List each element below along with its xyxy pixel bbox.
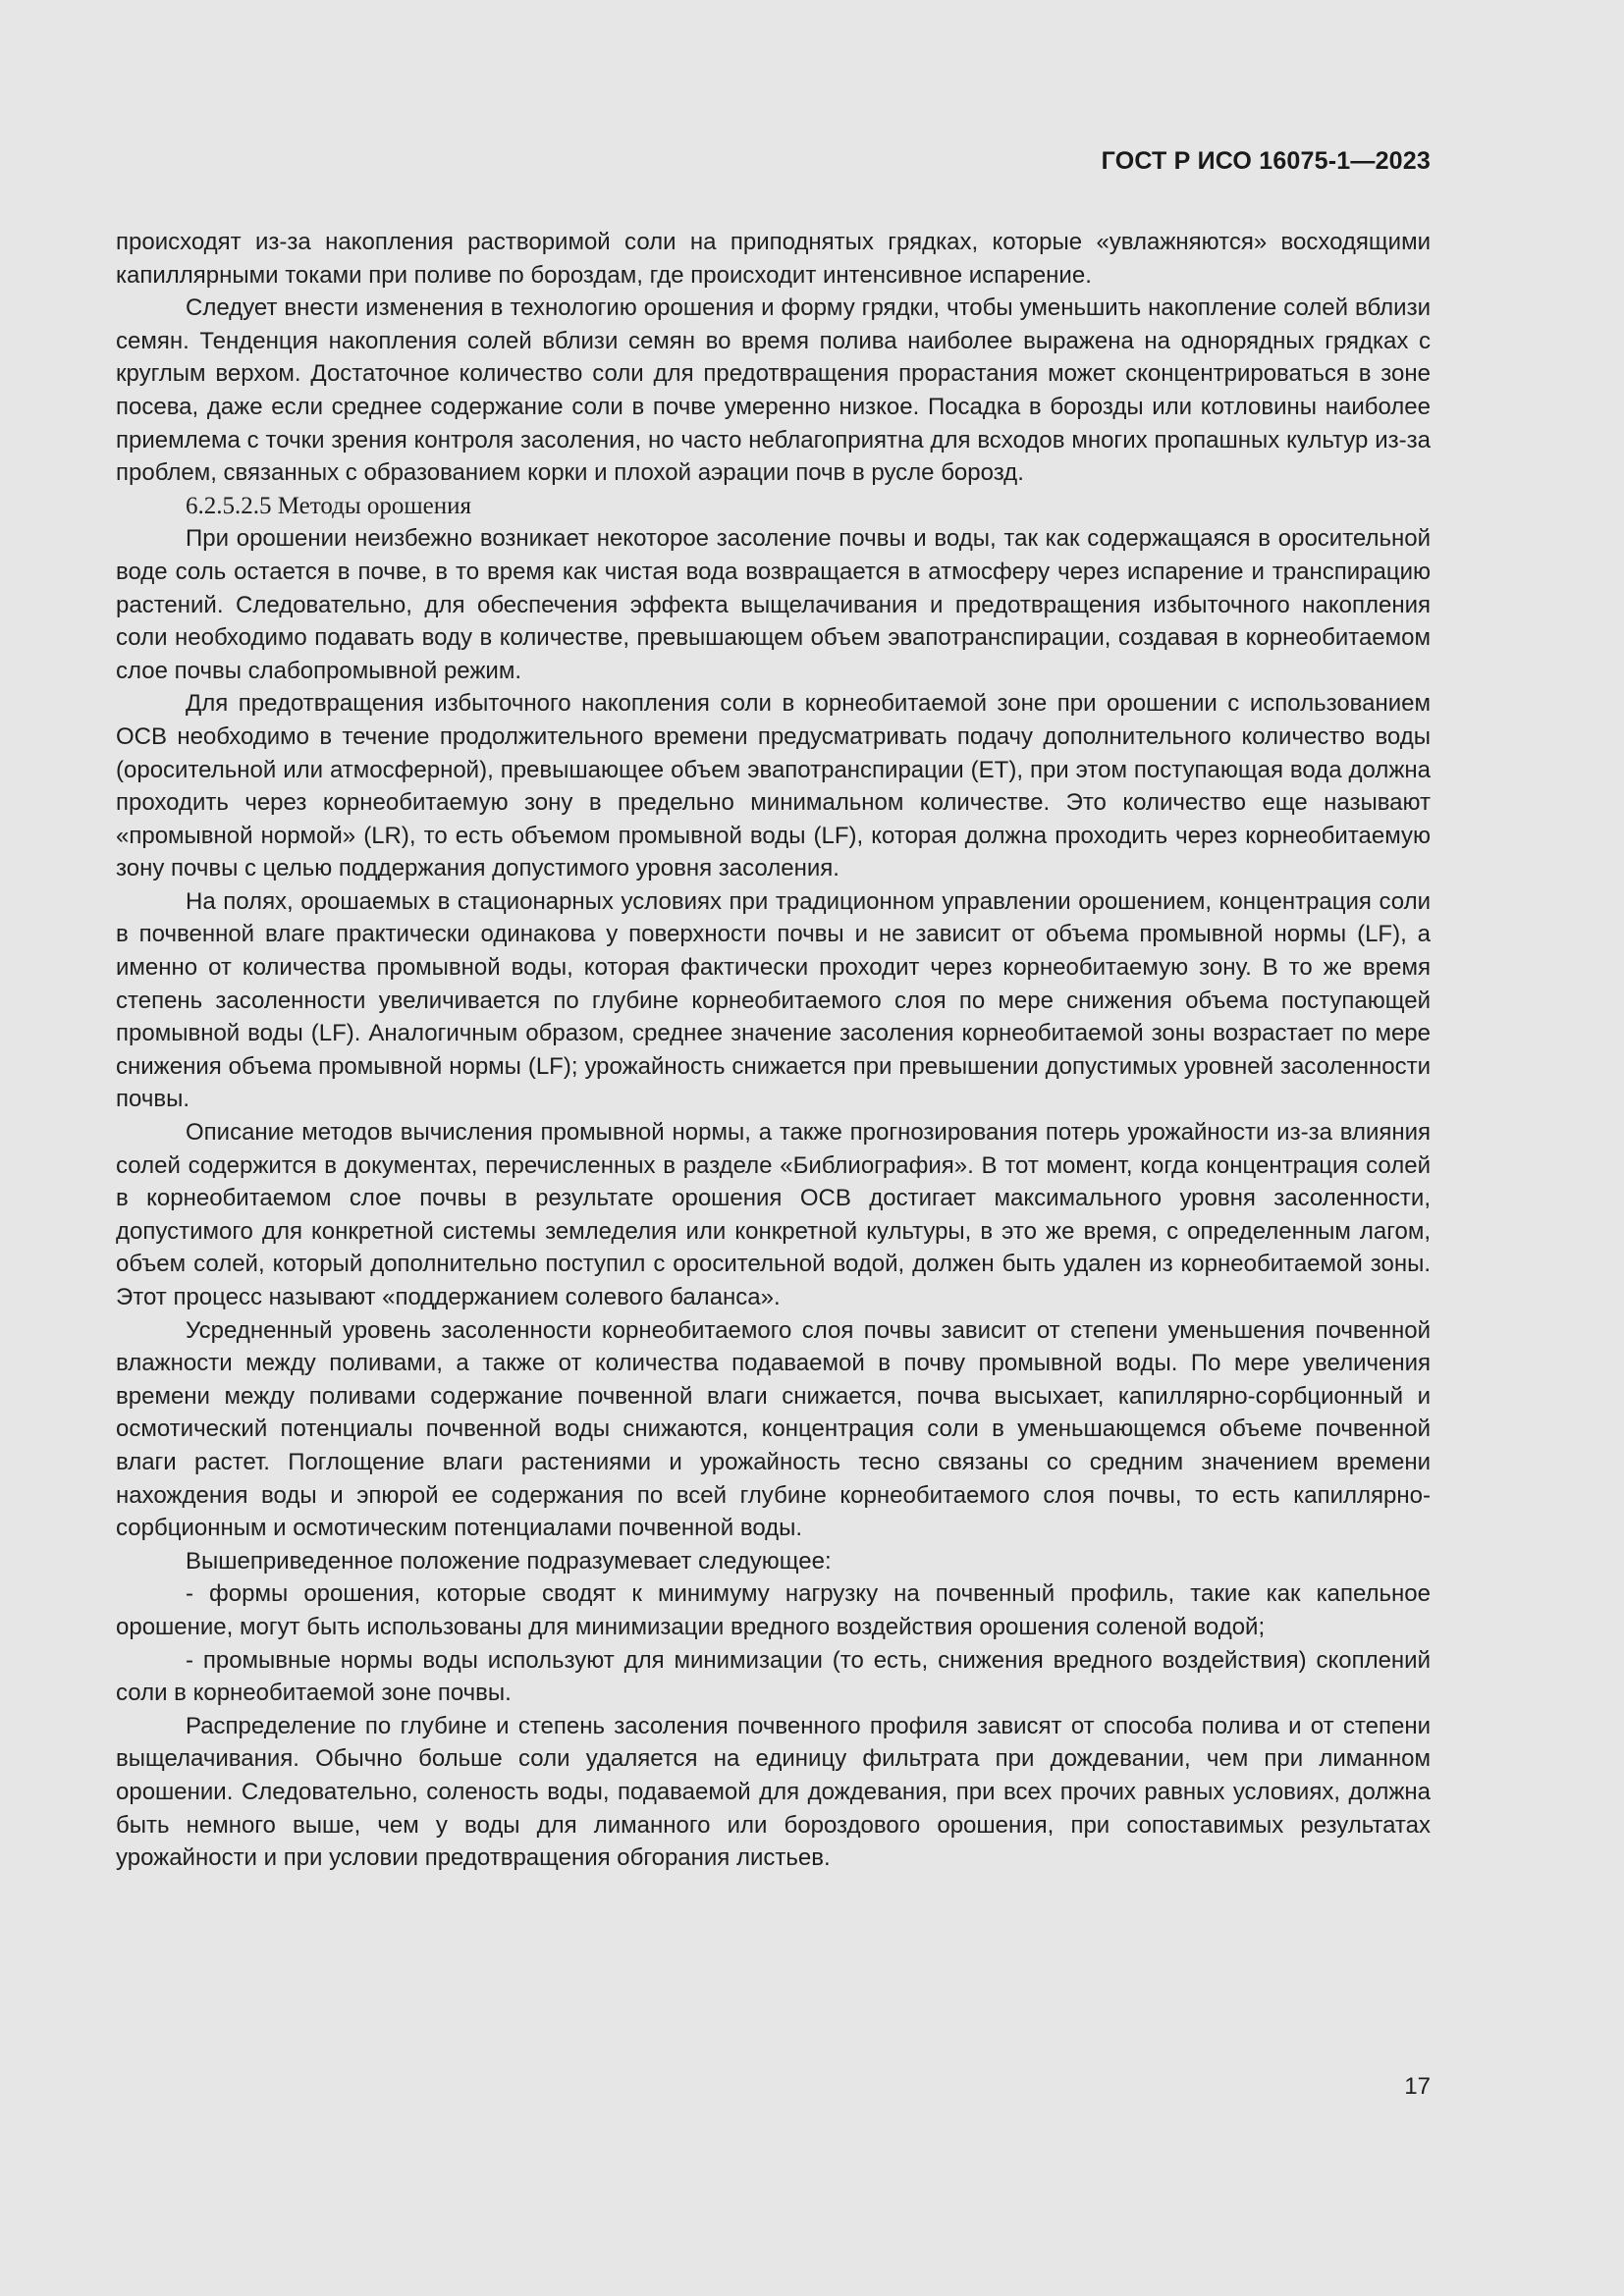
page-number: 17 — [1404, 2073, 1431, 2100]
list-item: - промывные нормы воды используют для минимизации (то есть, снижения вредного воздействия) скоплений соли в корнеобитаемой зоне почвы. — [116, 1646, 1431, 1707]
section-heading: 6.2.5.2.5 Методы орошения — [186, 492, 471, 519]
paragraph: На полях, орошаемых в стационарных условиях при традиционном управлении орошением, концентрация соли в почвенной влаге практически одинакова у поверхности почвы и не зависит от объема промывной нормы (LF), а именно от количества промывной воды, которая фактически проходит через корнеобитаемую зону. В то же время степень засоленности увеличивается по глубине корнеобитаемого слоя по мере снижения объема поступающей промывной воды (LF). Аналогичным образом, среднее значение засоления корнеобитаемой зоны возрастает по мере снижения объема промывной нормы (LF); урожайность снижается при превышении допустимых уровней засоленности почвы. — [116, 887, 1431, 1113]
paragraph: Распределение по глубине и степень засоления почвенного профиля зависят от способа полива и от степени выщелачивания. Обычно больше соли удаляется на единицу фильтрата при дождевании, чем при лиманном орошении. Следовательно, соленость воды, подаваемой для дождевания, при всех прочих равных условиях, должна быть немного выше, чем у воды для лиманного или бороздового орошения, при сопоставимых результатах урожайности и при условии предотвращения обгорания листьев. — [116, 1712, 1431, 1872]
paragraph: Вышеприведенное положение подразумевает следующее: — [186, 1547, 832, 1575]
paragraph: Усредненный уровень засоленности корнеобитаемого слоя почвы зависит от степени уменьшения почвенной влажности между поливами, а также от количества подаваемой в почву промывной воды. По мере увеличения времени между поливами содержание почвенной влаги снижается, почва высыхает, капиллярно-сорбционный и осмотический потенциалы почвенной воды снижаются, концентрация соли в уменьшающемся объеме почвенной влаги растет. Поглощение влаги растениями и урожайность тесно связаны со средним значением времени нахождения воды и эпюрой ее содержания по всей глубине корнеобитаемого слоя почвы, то есть капиллярно-сорбционным и осмотическим потенциалами почвенной воды. — [116, 1316, 1431, 1542]
paragraph: Для предотвращения избыточного накопления соли в корнеобитаемой зоне при орошении с использованием ОСВ необходимо в течение продолжительного времени предусматривать подачу дополнительного количество воды (оросительной или атмосферной), превышающее объем эвапотранспирации (ET), при этом поступающая вода должна проходить через корнеобитаемую зону в предельно минимальном количестве. Это количество еще называют «промывной нормой» (LR), то есть объемом промывной воды (LF), которая должна проходить через корнеобитаемую зону почвы с целью поддержания допустимого уровня засоления. — [116, 690, 1431, 882]
list-item: - формы орошения, которые сводят к минимуму нагрузку на почвенный профиль, такие как капельное орошение, могут быть использованы для минимизации вредного воздействия орошения соленой водой; — [116, 1580, 1431, 1640]
standard-code-header: ГОСТ Р ИСО 16075-1—2023 — [1101, 147, 1431, 175]
paragraph-continuation: происходят из-за накопления растворимой соли на приподнятых грядках, которые «увлажняются» восходящими капиллярными токами при поливе по бороздам, где происходит интенсивное испарение. — [116, 229, 1431, 289]
paragraph: При орошении неизбежно возникает некоторое засоление почвы и воды, так как содержащаяся в оросительной воде соль остается в почве, в то время как чистая вода возвращается в атмосферу через испарение и транспирацию растений. Следовательно, для обеспечения эффекта выщелачивания и предотвращения избыточного накопления соли необходимо подавать воду в количестве, превышающем объем эвапотранспирации, создавая в корнеобитаемом слое почвы слабопромывной режим. — [116, 525, 1431, 684]
paragraph: Описание методов вычисления промывной нормы, а также прогнозирования потерь урожайности из-за влияния солей содержится в документах, перечисленных в разделе «Библиография». В тот момент, когда концентрация солей в корнеобитаемом слое почвы в результате орошения ОСВ достигает максимального уровня засоленности, допустимого для конкретной системы земледелия или конкретной культуры, в это же время, с определенным лагом, объем солей, который дополнительно поступил с оросительной водой, должен быть удален из корнеобитаемой зоны. Этот процесс называют «поддержанием солевого баланса». — [116, 1119, 1431, 1310]
page-body — [116, 226, 1431, 1875]
paragraph: Следует внести изменения в технологию орошения и форму грядки, чтобы уменьшить накопление солей вблизи семян. Тенденция накопления солей вблизи семян во время полива наиболее выражена на однорядных грядках с круглым верхом. Достаточное количество соли для предотвращения прорастания может сконцентрироваться в зоне посева, даже если среднее содержание соли в почве умеренно низкое. Посадка в борозды или котловины наиболее приемлема с точки зрения контроля засоления, но часто неблагоприятна для всходов многих пропашных культур из-за проблем, связанных с образованием корки и плохой аэрации почв в русле борозд. — [116, 294, 1431, 487]
